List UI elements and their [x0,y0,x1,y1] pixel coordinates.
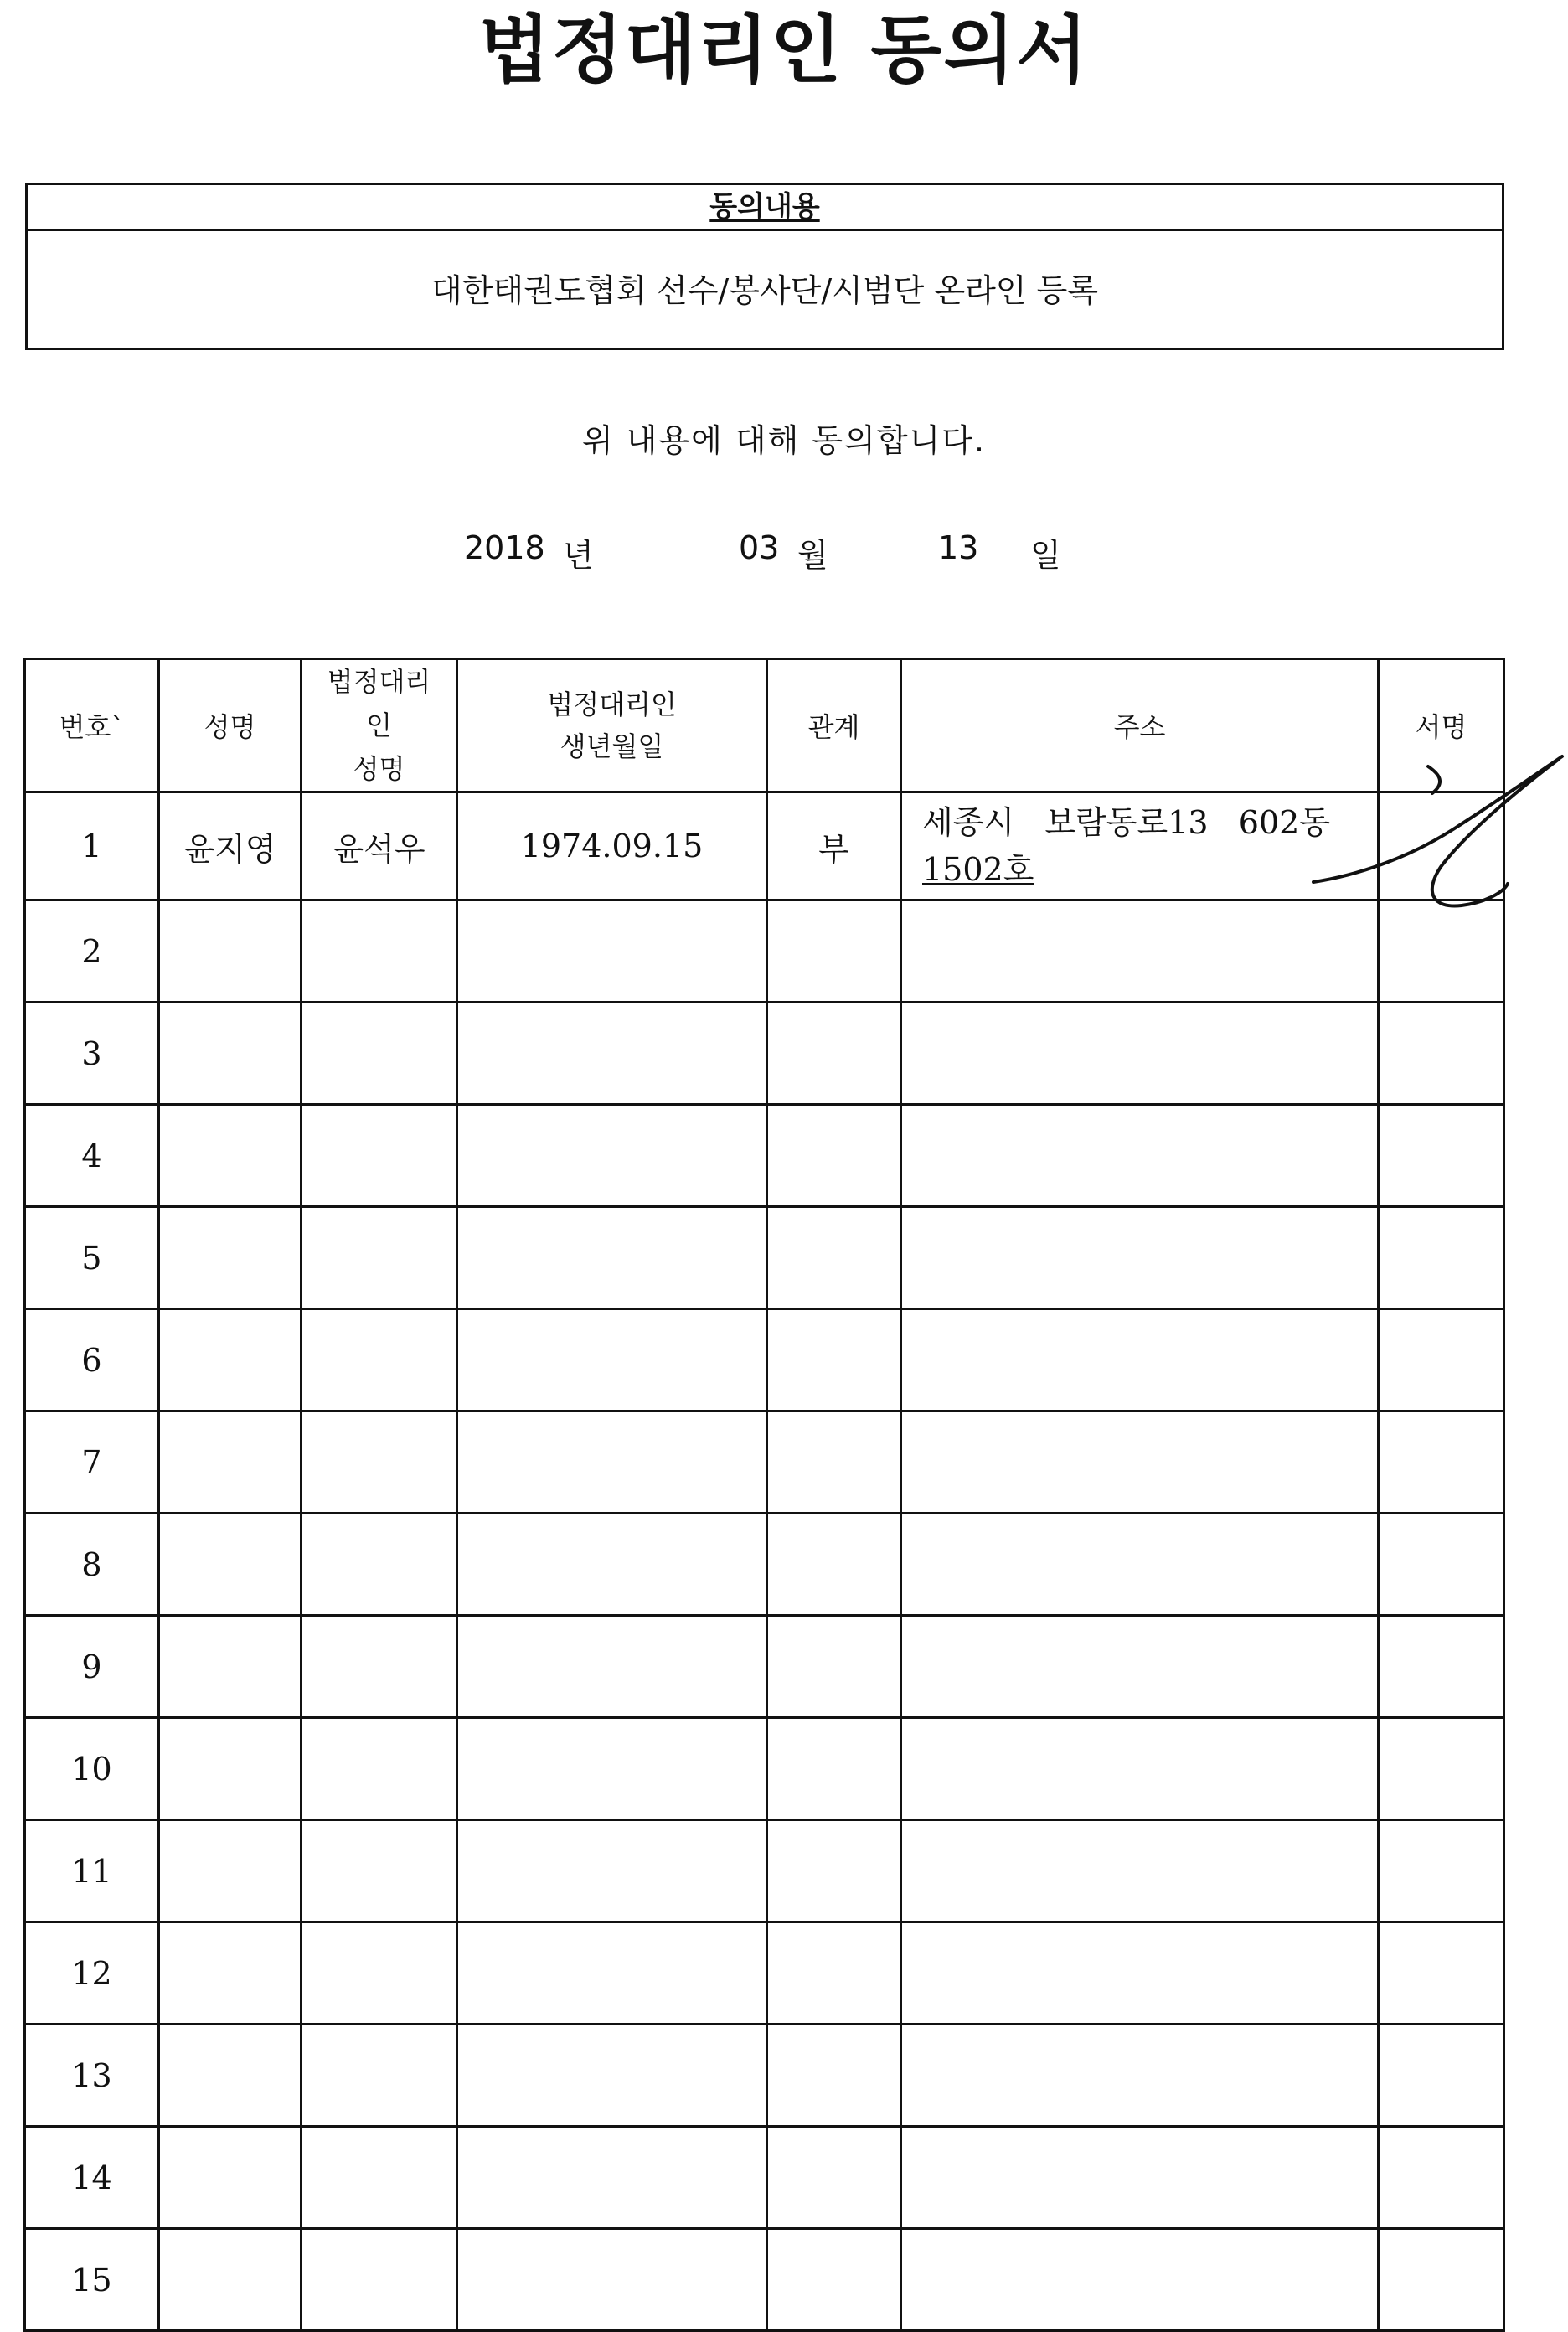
header-guardian-birth [457,659,767,792]
row-guardian-name [302,1718,457,1820]
header-guardian-birth-line1: 법정대리인 [547,689,677,720]
row-address [901,1105,1379,1207]
table-row [25,2025,1504,2127]
table-row [25,792,1504,900]
row-name [159,1922,302,2025]
row-relation [767,1207,901,1309]
header-guardian-birth-line2: 생년월일 [560,730,664,762]
row-no: 2 [25,900,159,1003]
row-guardian-birth: 1974.09.15 [457,792,767,900]
row-guardian-name [302,1003,457,1105]
consent-header-label: 동의내용 [709,190,820,224]
document-title: 법정대리인 동의서 [478,7,1090,93]
row-name [159,1514,302,1616]
header-relation: 관계 [767,659,901,792]
date-day: 13 [938,529,979,566]
header-name: 성명 [159,659,302,792]
row-name [159,1309,302,1411]
row-relation [767,2229,901,2331]
table-row [25,2127,1504,2229]
row-signature [1379,1411,1504,1514]
row-guardian-birth [457,1309,767,1411]
row-guardian-birth [457,2229,767,2331]
row-relation [767,2127,901,2229]
row-guardian-name [302,900,457,1003]
date-year: 2018 [464,529,545,566]
header-address: 주소 [901,659,1379,792]
row-address [901,1309,1379,1411]
row-name [159,1616,302,1718]
row-signature [1379,1514,1504,1616]
header-no: 번호` [25,659,159,792]
row-guardian-name [302,1514,457,1616]
consent-box [25,183,1504,350]
row-guardian-name [302,1616,457,1718]
row-no: 15 [25,2229,159,2331]
row-no: 5 [25,1207,159,1309]
row-no: 9 [25,1616,159,1718]
row-guardian-birth [457,1616,767,1718]
date-year-unit: 년 [563,537,594,574]
row-guardian-name [302,2025,457,2127]
row-signature [1379,1003,1504,1105]
row-name [159,1207,302,1309]
table-row [25,1718,1504,1820]
row-guardian-name [302,2229,457,2331]
row-guardian-birth [457,2025,767,2127]
header-guardian-name-line2: 인 [366,709,392,741]
row-signature [1379,1616,1504,1718]
row-relation [767,1820,901,1922]
handwritten-signature-icon [1307,750,1566,917]
row-guardian-birth [457,1514,767,1616]
consent-header [28,185,1502,231]
row-signature [1379,1922,1504,2025]
row-name [159,2025,302,2127]
guardian-table [23,658,1505,2332]
row-guardian-name [302,1105,457,1207]
header-guardian-name-line3: 성명 [353,753,405,785]
row-guardian-name [302,1411,457,1514]
row-guardian-name: 윤석우 [302,792,457,900]
row-no: 6 [25,1309,159,1411]
row-name: 윤지영 [159,792,302,900]
row-relation [767,1616,901,1718]
row-no: 11 [25,1820,159,1922]
row-guardian-name [302,1820,457,1922]
row-address [901,2229,1379,2331]
table-row [25,900,1504,1003]
agree-statement: 위 내용에 대해 동의합니다. [581,422,987,459]
row-guardian-birth [457,1922,767,2025]
row-signature [1379,2127,1504,2229]
row-no: 4 [25,1105,159,1207]
row-guardian-birth [457,2127,767,2229]
row-signature [1379,1207,1504,1309]
row-address [901,1922,1379,2025]
row-no: 12 [25,1922,159,2025]
table-header-row [25,659,1504,792]
row-guardian-birth [457,1207,767,1309]
table-row [25,1922,1504,2025]
row-guardian-name [302,2127,457,2229]
row-guardian-name [302,1309,457,1411]
row-address [901,2025,1379,2127]
row-guardian-birth [457,1105,767,1207]
row-relation [767,1922,901,2025]
row-guardian-name [302,1207,457,1309]
row-address [901,1207,1379,1309]
table-row [25,1820,1504,1922]
date-day-unit: 일 [1030,537,1061,574]
row-name [159,2127,302,2229]
row-guardian-birth [457,900,767,1003]
row-signature [1379,1820,1504,1922]
row-signature [1379,1105,1504,1207]
table-row [25,1309,1504,1411]
date-month-unit: 월 [797,537,828,574]
row-guardian-name [302,1922,457,2025]
row-name [159,2229,302,2331]
table-row [25,1411,1504,1514]
row-no: 8 [25,1514,159,1616]
row-signature [1379,2229,1504,2331]
date-month: 03 [739,529,780,566]
row-relation [767,1411,901,1514]
table-row [25,1003,1504,1105]
row-guardian-birth [457,1820,767,1922]
row-relation [767,1105,901,1207]
row-guardian-birth [457,1003,767,1105]
row-name [159,1003,302,1105]
table-row [25,1616,1504,1718]
table-row [25,2229,1504,2331]
row-relation [767,1309,901,1411]
row-signature [1379,2025,1504,2127]
row-address [901,1616,1379,1718]
row-relation [767,1718,901,1820]
table-row [25,1105,1504,1207]
row-relation [767,1003,901,1105]
row-address [901,1514,1379,1616]
row-name [159,900,302,1003]
row-no: 1 [25,792,159,900]
row-address-line1: 세종시 보람동로13 602동 [922,804,1331,841]
row-guardian-birth [457,1718,767,1820]
row-address [901,1718,1379,1820]
row-relation [767,2025,901,2127]
table-row [25,1207,1504,1309]
row-address [901,2127,1379,2229]
row-name [159,1105,302,1207]
row-name [159,1718,302,1820]
row-relation [767,900,901,1003]
row-guardian-birth [457,1411,767,1514]
table-row [25,1514,1504,1616]
row-address-line2: 1502호 [922,851,1034,888]
consent-body: 대한태권도협회 선수/봉사단/시범단 온라인 등록 [431,272,1098,309]
row-name [159,1411,302,1514]
row-address [901,1820,1379,1922]
row-address [901,1411,1379,1514]
row-no: 3 [25,1003,159,1105]
header-signature: 서명 [1379,659,1504,792]
row-signature [1379,1309,1504,1411]
row-relation: 부 [767,792,901,900]
row-name [159,1820,302,1922]
row-address [901,1003,1379,1105]
row-signature [1379,1718,1504,1820]
row-no: 14 [25,2127,159,2229]
row-no: 7 [25,1411,159,1514]
row-no: 10 [25,1718,159,1820]
header-guardian-name [302,659,457,792]
row-relation [767,1514,901,1616]
header-guardian-name-line1: 법정대리 [327,666,431,698]
row-no: 13 [25,2025,159,2127]
